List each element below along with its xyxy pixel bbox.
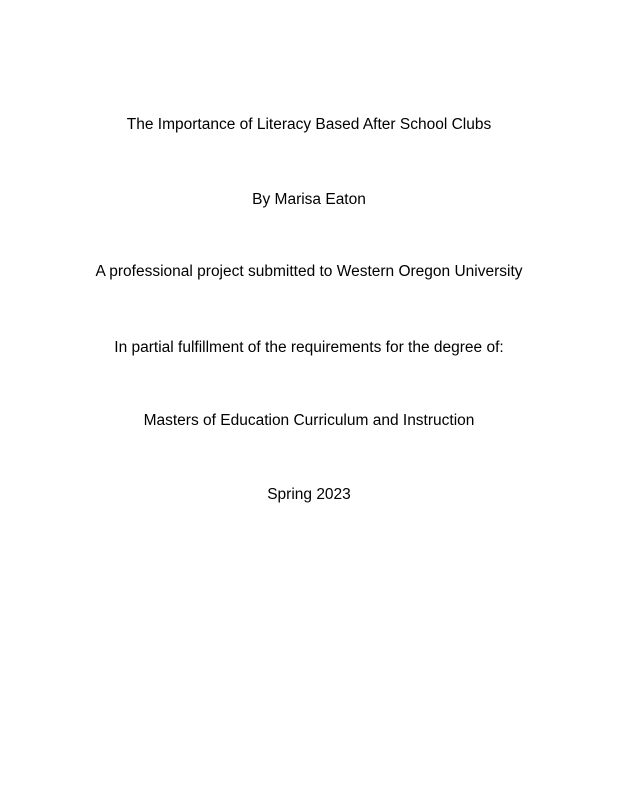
- author-line: By Marisa Eaton: [252, 191, 366, 208]
- submission-term: Spring 2023: [267, 486, 351, 503]
- fulfillment-statement: In partial fulfillment of the requirements for the degree of:: [114, 339, 504, 356]
- document-title: The Importance of Literacy Based After School Clubs: [126, 116, 492, 133]
- degree-name: Masters of Education Curriculum and Instruction: [143, 412, 475, 429]
- submission-statement: A professional project submitted to Western Oregon University: [95, 263, 523, 280]
